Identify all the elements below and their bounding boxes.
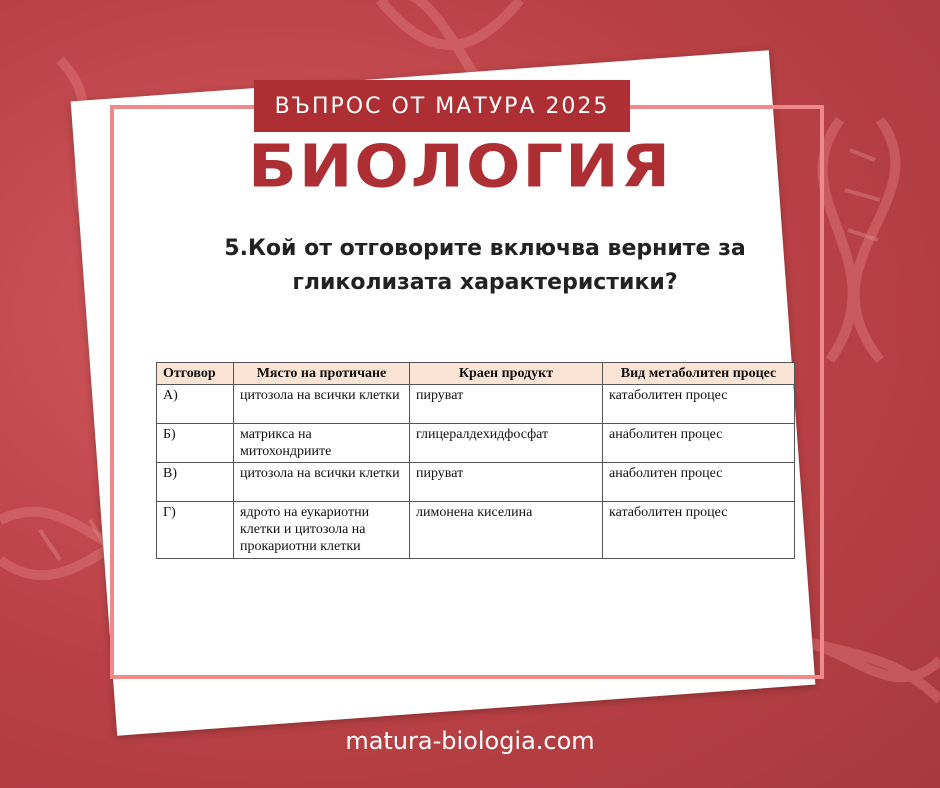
table-row (157, 385, 795, 424)
question-line-1: 5.Кой от отговорите включва верните за (224, 236, 746, 261)
answers-table (156, 362, 795, 559)
column-header: Отговор (157, 363, 234, 385)
subject-title: БИОЛОГИЯ (248, 132, 672, 202)
table-cell: катаболитен процес (603, 385, 795, 424)
table-header-row (157, 363, 795, 385)
table-cell: катаболитен процес (603, 502, 795, 559)
table-cell: глицералдехидфосфат (410, 424, 603, 463)
table-cell: цитозола на всички клетки (234, 385, 410, 424)
table-cell: Г) (157, 502, 234, 559)
question-text (200, 232, 770, 300)
table-row (157, 424, 795, 463)
table-cell: пируват (410, 385, 603, 424)
question-line-2: гликолизата характеристики? (292, 270, 678, 295)
table-row (157, 502, 795, 559)
table-cell: ядрото на еукариотни клетки и цитозола на прокариотни клетки (234, 502, 410, 559)
table-cell: матрикса на митохондриите (234, 424, 410, 463)
column-header: Място на протичане (234, 363, 410, 385)
site-url: matura-biologia.com (345, 727, 595, 755)
table-cell: цитозола на всички клетки (234, 463, 410, 502)
table-cell: Б) (157, 424, 234, 463)
exam-tag: ВЪПРОС ОТ МАТУРА 2025 (254, 80, 630, 132)
column-header: Вид метаболитен процес (603, 363, 795, 385)
table-cell: А) (157, 385, 234, 424)
table-cell: лимонена киселина (410, 502, 603, 559)
column-header: Краен продукт (410, 363, 603, 385)
table-row (157, 463, 795, 502)
table-cell: В) (157, 463, 234, 502)
table-cell: пируват (410, 463, 603, 502)
table-cell: анаболитен процес (603, 463, 795, 502)
table-cell: анаболитен процес (603, 424, 795, 463)
